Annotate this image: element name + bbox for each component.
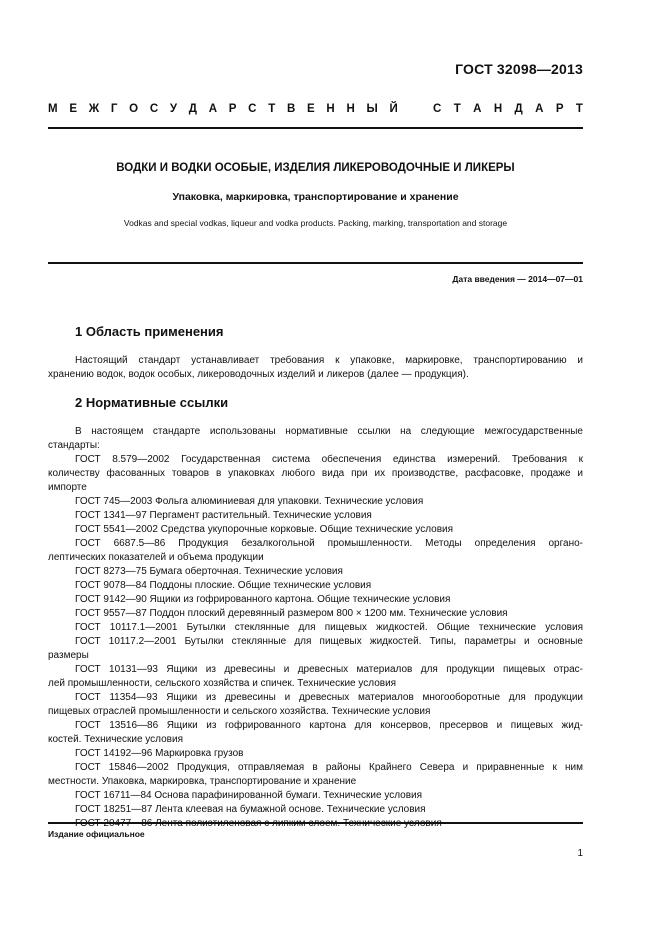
ref-line: ГОСТ 15846—2002 Продукция, отправляемая в районы Крайнего Севера и приравненные к ним xyxy=(75,762,583,773)
document-number: ГОСТ 32098—2013 xyxy=(455,61,583,77)
banner-letter: С xyxy=(149,103,159,115)
ref-line: В настоящем стандарте использованы нормативные ссылки на следующие межгосударственные xyxy=(75,426,583,437)
ref-line: ГОСТ 8273—75 Бумага оберточная. Технические условия xyxy=(75,566,343,577)
ref-line: размеры xyxy=(48,650,89,661)
ref-line: ГОСТ 18251—87 Лента клеевая на бумажной основе. Технические условия xyxy=(75,804,426,815)
banner-letter: Е xyxy=(69,103,77,115)
banner-letter: Д xyxy=(188,103,197,115)
section-2-heading: 2 Нормативные ссылки xyxy=(75,395,229,410)
ref-line: ГОСТ 1341—97 Пергамент растительный. Технические условия xyxy=(75,510,372,521)
scope-text-line-2: хранению водок, водок особых, ликероводочных изделий и ликеров (далее — продукция). xyxy=(48,369,469,380)
ref-line: стандарты: xyxy=(48,440,100,451)
ref-line: ГОСТ 20477—86 Лента полиэтиленовая с липким слоем. Технические условия xyxy=(75,818,442,829)
ref-line: костей. Технические условия xyxy=(48,734,183,745)
banner-letter: Ж xyxy=(88,103,100,115)
ref-line: ГОСТ 16711—84 Основа парафинированной бумаги. Технические условия xyxy=(75,790,423,801)
banner-letter: С xyxy=(248,103,257,115)
banner-letter: Д xyxy=(514,103,523,115)
scope-text-line-1: Настоящий стандарт устанавливает требования к упаковке, маркировке, транспортированию и xyxy=(75,355,583,366)
banner-letter: Й xyxy=(389,103,398,115)
ref-line: импорте xyxy=(48,482,87,493)
ref-line: ГОСТ 6687.5—86 Продукция безалкогольной промышленности. Методы определения органо- xyxy=(75,538,583,549)
banner-letter: Н xyxy=(493,103,503,115)
banner-letter: Т xyxy=(453,103,461,115)
section-1-heading: 1 Область применения xyxy=(75,324,224,339)
banner-letter: Т xyxy=(268,103,276,115)
document-title: ВОДКИ И ВОДКИ ОСОБЫЕ, ИЗДЕЛИЯ ЛИКЕРОВОДОЧНЫЕ И ЛИКЕРЫ xyxy=(116,162,515,174)
introduction-date: Дата введения — 2014—07—01 xyxy=(452,274,583,284)
banner-word-standard xyxy=(433,103,583,115)
ref-line: ГОСТ 11354—93 Ящики из древесины и древесных материалов многооборотные для продукции xyxy=(75,692,583,703)
ref-line: ГОСТ 9142—90 Ящики из гофрированного картона. Общие технические условия xyxy=(75,594,451,605)
banner-letter: Т xyxy=(575,103,583,115)
ref-line: ГОСТ 9078—84 Поддоны плоские. Общие технические условия xyxy=(75,580,372,591)
ref-line: ГОСТ 10131—93 Ящики из древесины и древесных материалов для продукции пищевых отрас- xyxy=(75,664,583,675)
ref-line: местности. Упаковка, маркировка, транспортирование и хранение xyxy=(48,776,357,787)
header-divider xyxy=(48,127,583,129)
ref-line: лептических показателей и объема продукции xyxy=(48,552,264,563)
ref-line: ГОСТ 14192—96 Маркировка грузов xyxy=(75,748,244,759)
banner-letter: О xyxy=(129,103,139,115)
banner-letter: А xyxy=(208,103,218,115)
banner-letter: Е xyxy=(307,103,315,115)
page-number: 1 xyxy=(577,848,583,859)
english-title: Vodkas and special vodkas, liqueur and vodka products. Packing, marking, transportation and storage xyxy=(123,218,508,228)
footer-divider xyxy=(48,822,583,824)
ref-line: количеству фасованных товаров в упаковках любого вида при их производстве, расфасовке, продаже и xyxy=(48,468,583,479)
banner-letter: С xyxy=(433,103,442,115)
ref-line: ГОСТ 9557—87 Поддон плоский деревянный размером 800 × 1200 мм. Технические условия xyxy=(75,608,508,619)
ref-line: ГОСТ 10117.1—2001 Бутылки стеклянные для пищевых жидкостей. Общие технические условия xyxy=(75,622,583,633)
title-divider xyxy=(48,262,583,264)
ref-line: пищевых отраслей промышленности и сельского хозяйства. Технические условия xyxy=(48,706,431,717)
ref-line: ГОСТ 13516—86 Ящики из гофрированного картона для консервов, пресервов и пищевых жид- xyxy=(75,720,583,731)
ref-line: ГОСТ 8.579—2002 Государственная система обеспечения единства измерений. Требования к xyxy=(75,454,583,465)
ref-line: лей промышленности, сельского хозяйства и спичек. Технические условия xyxy=(48,678,397,689)
banner-letter: Р xyxy=(228,103,237,115)
banner-letter: М xyxy=(48,103,58,115)
document-subtitle: Упаковка, маркировка, транспортирование и хранение xyxy=(172,191,459,203)
banner-letter: В xyxy=(286,103,296,115)
banner-letter: Р xyxy=(555,103,564,115)
ref-line: ГОСТ 10117.2—2001 Бутылки стеклянные для пищевых жидкостей. Типы, параметры и основные xyxy=(75,636,583,647)
banner-letter: Ы xyxy=(366,103,378,115)
banner-letter: Г xyxy=(110,103,118,115)
normative-references-list xyxy=(48,425,583,831)
ref-line: ГОСТ 745—2003 Фольга алюминиевая для упаковки. Технические условия xyxy=(75,496,424,507)
banner-letter: Н xyxy=(326,103,335,115)
banner-letter: У xyxy=(169,103,178,115)
official-edition-label: Издание официальное xyxy=(48,829,145,839)
interstate-standard-banner xyxy=(48,103,583,115)
ref-line: ГОСТ 5541—2002 Средства укупорочные корковые. Общие технические условия xyxy=(75,524,454,535)
banner-letter: А xyxy=(473,103,482,115)
banner-letter: Н xyxy=(346,103,355,115)
banner-letter: А xyxy=(535,103,544,115)
banner-word-interstate xyxy=(48,103,398,115)
